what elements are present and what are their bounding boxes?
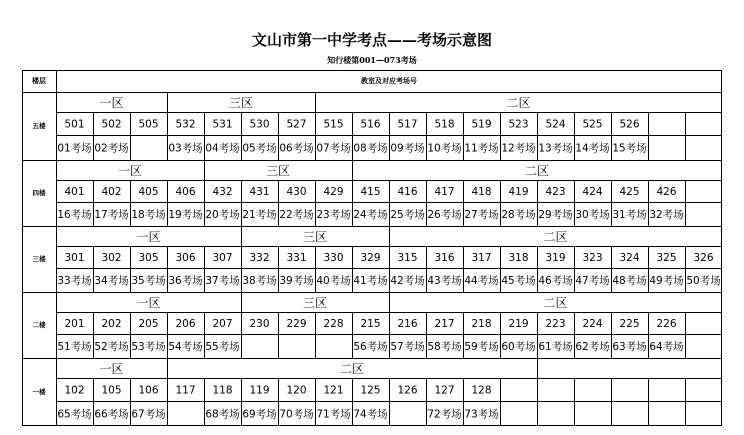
exam-room-label: 44考场 (464, 275, 499, 287)
room-number: 301 (64, 252, 85, 264)
exam-room-label: 43考场 (427, 275, 462, 287)
room-number: 224 (582, 318, 603, 330)
exam-room-label: 20考场 (205, 209, 240, 221)
exam-room-label: 21考场 (242, 209, 277, 221)
room-number: 323 (582, 252, 603, 264)
zone-label: 一区 (99, 96, 124, 110)
room-number: 502 (101, 118, 122, 131)
exam-room-label: 37考场 (205, 275, 240, 287)
room-number: 219 (508, 318, 529, 330)
exam-room-label: 68考场 (205, 408, 240, 421)
exam-room-label: 29考场 (538, 209, 573, 221)
exam-room-label: 66考场 (94, 408, 129, 421)
room-number: 126 (397, 384, 418, 397)
exam-room-label: 71考场 (316, 408, 351, 421)
exam-room-label: 24考场 (353, 209, 388, 221)
zone-label: 一区 (117, 164, 143, 178)
exam-room-label: 50考场 (686, 275, 721, 287)
room-number: 205 (138, 318, 159, 330)
room-number: 331 (286, 252, 307, 264)
exam-room-label: 10考场 (427, 142, 462, 155)
exam-room-label: 33考场 (57, 275, 92, 287)
room-number: 306 (175, 252, 196, 264)
room-number: 118 (212, 384, 233, 397)
room-number: 216 (397, 318, 418, 330)
room-number: 128 (471, 384, 492, 397)
exam-room-label: 47考场 (575, 275, 610, 287)
exam-room-label: 17考场 (94, 209, 129, 221)
exam-room-label: 04考场 (205, 142, 240, 155)
exam-room-label: 60考场 (501, 341, 536, 353)
room-number: 330 (323, 252, 344, 264)
room-number: 223 (545, 318, 566, 330)
room-number: 519 (471, 118, 492, 131)
exam-room-label: 53考场 (131, 341, 166, 353)
room-number: 229 (286, 318, 307, 330)
exam-room-label: 14考场 (575, 142, 610, 155)
exam-room-label: 65考场 (57, 408, 92, 421)
room-number: 517 (397, 118, 418, 131)
header-floor: 楼层 (32, 77, 46, 85)
room-number: 201 (64, 318, 85, 330)
zone-label: 二区 (506, 96, 531, 110)
room-number: 218 (471, 318, 492, 330)
room-number: 117 (175, 384, 196, 397)
room-number: 315 (397, 252, 418, 264)
exam-room-label: 62考场 (575, 341, 610, 353)
exam-room-label: 22考场 (279, 209, 314, 221)
room-number: 332 (249, 252, 270, 264)
zone-label: 二区 (543, 230, 568, 244)
room-number: 102 (64, 384, 85, 397)
exam-room-label: 63考场 (612, 341, 647, 353)
room-number: 119 (249, 384, 270, 397)
room-number: 325 (656, 252, 677, 264)
exam-room-label: 39考场 (279, 275, 314, 287)
room-number: 527 (286, 118, 307, 131)
exam-room-label: 15考场 (612, 142, 647, 155)
exam-room-label: 40考场 (316, 275, 351, 287)
room-number: 121 (323, 384, 344, 397)
exam-room-label: 45考场 (501, 275, 536, 287)
room-number: 432 (212, 186, 233, 198)
header-rooms: 教室及对应考场号 (361, 77, 417, 85)
exam-room-label: 64考场 (649, 341, 684, 353)
room-number: 426 (656, 186, 677, 198)
document-title: 文山市第一中学考点——考场示意图 (251, 31, 492, 49)
room-number: 225 (619, 318, 640, 330)
floor-label: 二楼 (32, 321, 46, 329)
exam-room-label: 55考场 (205, 341, 240, 353)
exam-room-label: 01考场 (57, 142, 92, 155)
zone-label: 一区 (136, 230, 161, 244)
exam-room-label: 05考场 (242, 142, 277, 155)
exam-room-label: 18考场 (131, 209, 166, 221)
room-number: 531 (212, 118, 233, 131)
exam-room-label: 56考场 (353, 341, 388, 353)
exam-room-label: 26考场 (427, 209, 462, 221)
room-number: 127 (434, 384, 455, 397)
room-number: 202 (101, 318, 122, 330)
exam-room-label: 59考场 (464, 341, 499, 353)
exam-room-label: 57考场 (390, 341, 425, 353)
room-number: 326 (693, 252, 714, 264)
exam-room-label: 54考场 (168, 341, 203, 353)
room-number: 125 (360, 384, 381, 397)
room-number: 207 (212, 318, 233, 330)
exam-room-label: 12考场 (501, 142, 536, 155)
exam-room-label: 58考场 (427, 341, 462, 353)
exam-room-label: 28考场 (501, 209, 536, 221)
room-number: 417 (434, 186, 455, 198)
room-number: 105 (101, 384, 122, 397)
zone-label: 二区 (524, 164, 550, 178)
exam-room-label: 49考场 (649, 275, 684, 287)
room-number: 424 (582, 186, 603, 198)
room-number: 401 (64, 186, 85, 198)
room-number: 317 (471, 252, 492, 264)
zone-label: 二区 (339, 362, 365, 376)
exam-room-label: 69考场 (242, 408, 277, 421)
exam-room-label: 06考场 (279, 142, 314, 155)
floor-label: 一楼 (32, 388, 46, 396)
exam-room-label: 70考场 (279, 408, 314, 421)
room-number: 106 (138, 384, 159, 397)
floor-label: 三楼 (32, 255, 46, 263)
zone-label: 三区 (228, 96, 254, 110)
room-number: 425 (619, 186, 640, 198)
room-number: 526 (619, 118, 640, 131)
room-number: 405 (138, 186, 159, 198)
exam-room-label: 38考场 (242, 275, 277, 287)
exam-room-label: 08考场 (353, 142, 388, 155)
exam-room-label: 52考场 (94, 341, 129, 353)
exam-room-label: 41考场 (353, 275, 388, 287)
zone-label: 一区 (136, 296, 161, 310)
room-number: 515 (323, 118, 344, 131)
room-number: 206 (175, 318, 196, 330)
exam-room-label: 34考场 (94, 275, 129, 287)
exam-room-label: 36考场 (168, 275, 203, 287)
exam-room-label: 31考场 (612, 209, 647, 221)
room-number: 505 (138, 118, 159, 131)
zone-label: 三区 (265, 164, 291, 178)
room-number: 329 (360, 252, 381, 264)
room-number: 532 (175, 118, 196, 131)
exam-room-label: 13考场 (538, 142, 573, 155)
room-number: 430 (286, 186, 307, 198)
room-number: 523 (508, 118, 529, 131)
room-number: 429 (323, 186, 344, 198)
exam-room-label: 67考场 (131, 408, 166, 421)
room-number: 402 (101, 186, 122, 198)
zone-label: 三区 (302, 296, 328, 310)
room-number: 419 (508, 186, 529, 198)
room-number: 319 (545, 252, 566, 264)
exam-room-label: 02考场 (94, 142, 129, 155)
room-number: 524 (545, 118, 566, 131)
exam-room-label: 74考场 (353, 408, 388, 421)
zone-label: 二区 (543, 296, 568, 310)
room-number: 518 (434, 118, 455, 131)
room-number: 525 (582, 118, 603, 131)
room-number: 217 (434, 318, 455, 330)
exam-room-label: 09考场 (390, 142, 425, 155)
room-number: 530 (249, 118, 270, 131)
exam-room-label: 35考场 (131, 275, 166, 287)
exam-room-label: 30考场 (575, 209, 610, 221)
exam-room-label: 25考场 (390, 209, 425, 221)
room-number: 501 (64, 118, 85, 131)
exam-room-label: 11考场 (464, 142, 499, 155)
room-number: 431 (249, 186, 270, 198)
exam-room-label: 32考场 (649, 209, 684, 221)
exam-room-label: 07考场 (316, 142, 351, 155)
room-number: 120 (286, 384, 307, 397)
exam-room-label: 61考场 (538, 341, 573, 353)
room-number: 516 (360, 118, 381, 131)
room-number: 415 (360, 186, 381, 198)
room-number: 230 (249, 318, 270, 330)
exam-room-label: 48考场 (612, 275, 647, 287)
floor-label: 五楼 (32, 122, 46, 130)
exam-room-label: 51考场 (57, 341, 92, 353)
room-number: 406 (175, 186, 196, 198)
room-number: 416 (397, 186, 418, 198)
exam-room-label: 03考场 (168, 142, 203, 155)
exam-room-label: 16考场 (57, 209, 92, 221)
room-number: 305 (138, 252, 159, 264)
room-number: 226 (656, 318, 677, 330)
room-number: 302 (101, 252, 122, 264)
room-number: 418 (471, 186, 492, 198)
room-number: 318 (508, 252, 529, 264)
exam-room-label: 73考场 (464, 408, 499, 421)
room-number: 215 (360, 318, 381, 330)
room-number: 316 (434, 252, 455, 264)
exam-room-label: 46考场 (538, 275, 573, 287)
floor-label: 四楼 (32, 189, 46, 197)
zone-label: 三区 (302, 230, 328, 244)
zone-label: 一区 (99, 362, 124, 376)
exam-room-label: 72考场 (427, 408, 462, 421)
room-number: 324 (619, 252, 640, 264)
room-number: 228 (323, 318, 344, 330)
room-number: 307 (212, 252, 233, 264)
exam-room-label: 23考场 (316, 209, 351, 221)
document-subtitle: 知行楼第001—073考场 (327, 55, 417, 65)
exam-room-label: 42考场 (390, 275, 425, 287)
exam-room-label: 19考场 (168, 209, 203, 221)
exam-room-label: 27考场 (464, 209, 499, 221)
room-number: 423 (545, 186, 566, 198)
